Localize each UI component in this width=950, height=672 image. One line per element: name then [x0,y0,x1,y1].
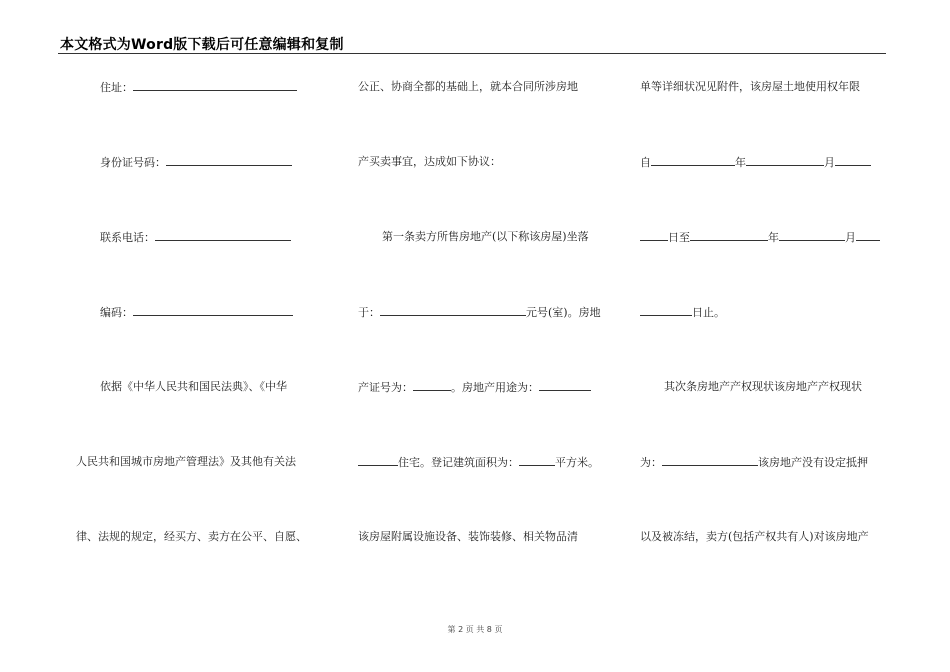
id-number-blank [166,155,292,166]
col2-paragraph-line: 公正、协商全都的基础上，就本合同所涉房地 [358,80,578,93]
article-two-heading: 其次条房地产产权现状该房地产产权现状 [664,380,862,393]
end-day-blank [856,230,880,241]
end-month-blank [779,230,845,241]
location-row [358,305,601,320]
phone-blank [155,230,291,241]
phone-label: 联系电话： [100,231,155,244]
certificate-label: 产证号为： [358,381,413,394]
term-start-row [640,155,871,170]
certificate-row [358,380,591,395]
col3-paragraph-line: 单等详细状况见附件，该房屋土地使用权年限 [640,80,860,93]
start-day-blank-cont [640,230,668,241]
page-number: 第 2 页 共 8 页 [447,625,503,634]
term-end-row [640,230,880,245]
location-blank [380,305,526,316]
term-end-label: 日止。 [692,306,725,319]
col1-paragraph-line: 人民共和国城市房地产管理法》及其他有关法 [76,455,296,468]
usage-label: 。房地产用途为： [451,381,539,394]
certificate-blank [413,380,451,391]
term-to-label: 日至 [668,231,690,244]
month-label: 月 [845,231,856,244]
page-header-title: 本文格式为Word版下载后可任意编辑和复制 [60,37,344,53]
col1-paragraph-line: 律、法规的规定，经买方、卖方在公平、自愿、 [76,530,307,543]
usage-blank [539,380,591,391]
mortgage-text: 该房地产没有设定抵押 [758,456,868,469]
col1-paragraph-line: 依据《中华人民共和国民法典》、《中华 [100,380,287,393]
term-from-label: 自 [640,156,651,169]
end-year-blank [690,230,768,241]
start-month-blank [746,155,824,166]
location-suffix: 元号(室)。房地 [526,306,601,319]
col2-paragraph-line: 该房屋附属设施设备、装饰装修、相关物品清 [358,530,578,543]
housing-type-blank [358,455,398,466]
start-day-blank [835,155,871,166]
postcode-row [100,305,293,320]
postcode-blank [133,305,293,316]
start-year-blank [651,155,735,166]
ownership-row [640,455,868,470]
ownership-blank [662,455,758,466]
year-label: 年 [735,156,746,169]
ownership-label: 为： [640,456,662,469]
area-unit: 平方米。 [555,456,599,469]
address-row [100,80,297,95]
area-label: 住宅。登记建筑面积为： [398,456,519,469]
header-divider [58,53,886,54]
month-label: 月 [824,156,835,169]
id-number-row [100,155,292,170]
col3-paragraph-line: 以及被冻结，卖方(包括产权共有人)对该房地产 [640,530,869,543]
location-label: 于： [358,306,380,319]
year-label: 年 [768,231,779,244]
address-label: 住址： [100,81,133,94]
article-one-heading: 第一条卖方所售房地产(以下称该房屋)坐落 [382,230,589,243]
end-day-blank-cont [640,305,692,316]
id-number-label: 身份证号码： [100,156,166,169]
phone-row [100,230,291,245]
area-blank [519,455,555,466]
address-blank [133,80,297,91]
term-end-day-row [640,305,725,320]
col2-paragraph-line: 产买卖事宜，达成如下协议： [358,155,501,168]
area-row [358,455,599,470]
postcode-label: 编码： [100,306,133,319]
